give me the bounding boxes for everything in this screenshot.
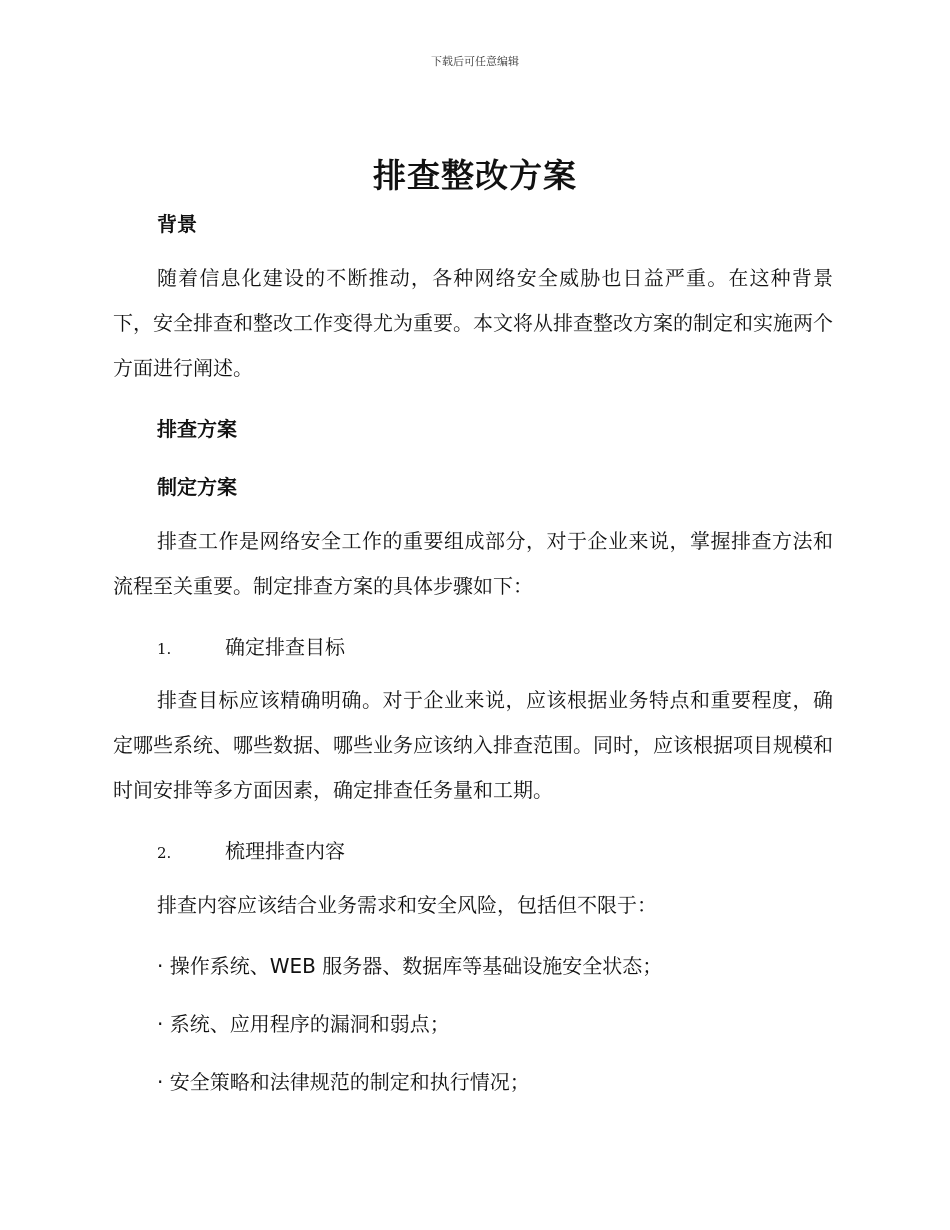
bullet-item: · 安全策略和法律规范的制定和执行情况；	[157, 1070, 530, 1094]
bullet-item: · 系统、应用程序的漏洞和弱点；	[157, 1012, 450, 1036]
document-title: 排查整改方案	[373, 156, 577, 195]
heading-make-plan: 制定方案	[157, 475, 237, 499]
list-number-2: 2.	[157, 844, 172, 862]
heading-plan: 排查方案	[157, 417, 237, 441]
paragraph-make-plan: 排查工作是网络安全工作的重要组成部分，对于企业来说，掌握排查方法和流程至关重要。制定排查方案的具体步骤如下：	[113, 529, 833, 598]
paragraph-background: 随着信息化建设的不断推动，各种网络安全威胁也日益严重。在这种背景下，安全排查和整改工作变得尤为重要。本文将从排查整改方案的制定和实施两个方面进行阐述。	[113, 266, 833, 380]
list-label-step1: 确定排查目标	[225, 635, 345, 659]
list-label-step2: 梳理排查内容	[225, 839, 345, 863]
paragraph-step1: 排查目标应该精确明确。对于企业来说，应该根据业务特点和重要程度，确定哪些系统、哪些数据、哪些业务应该纳入排查范围。同时，应该根据项目规模和时间安排等多方面因素，确定排查任务量和工期。	[113, 688, 833, 802]
list-item-step1	[157, 631, 345, 660]
list-item-step2	[157, 835, 345, 864]
bullet-item: · 操作系统、WEB 服务器、数据库等基础设施安全状态；	[157, 954, 663, 978]
list-number-1: 1.	[157, 640, 172, 658]
page-header-note: 下载后可任意编辑	[431, 55, 519, 68]
paragraph-step2: 排查内容应该结合业务需求和安全风险，包括但不限于：	[157, 893, 657, 917]
heading-background: 背景	[157, 212, 197, 236]
